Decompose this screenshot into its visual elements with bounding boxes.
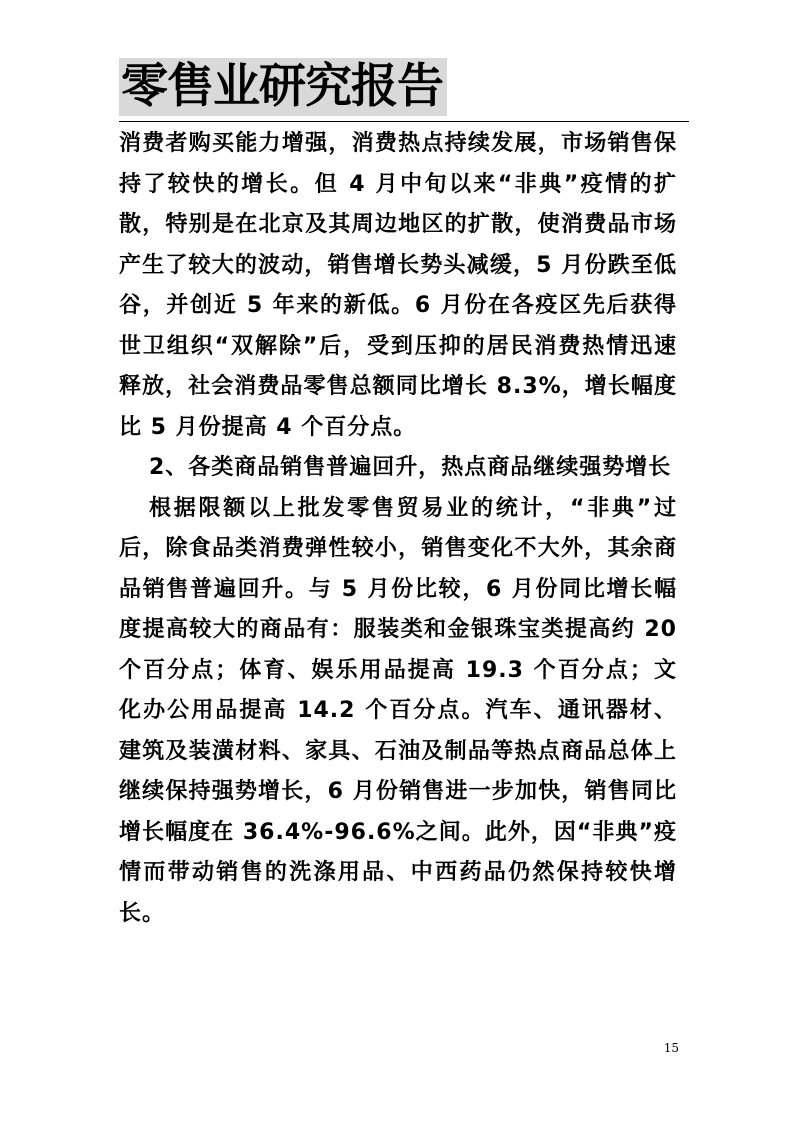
document-body: [119, 124, 677, 934]
page-number: 15: [663, 1041, 679, 1055]
paragraph-commodity-sales: 根据限额以上批发零售贸易业的统计，“非典”过后，除食品类消费弹性较小，销售变化不大外，其余商品销售普遍回升。与 5 月份比较，6 月份同比增长幅度提高较大的商品有：服装类和金银珠宝类提高约 20 个百分点；体育、娱乐用品提高 19.3 个百分点；文化办公用品提高 14.2 个百分点。汽车、通讯器材、建筑及装潢材料、家具、石油及制品等热点商品总体上继续保持强势增长，6 月份销售进一步加快，销售同比增长幅度在 36.4%-96.6%之间。此外，因“非典”疫情而带动销售的洗涤用品、中西药品仍然保持较快增长。: [119, 495, 677, 926]
section-heading-2: 2、各类商品销售普遍回升，热点商品继续强势增长: [149, 455, 672, 480]
paragraph-market-overview: 消费者购买能力增强，消费热点持续发展，市场销售保持了较快的增长。但 4 月中旬以来“非典”疫情的扩散，特别是在北京及其周边地区的扩散，使消费品市场产生了较大的波动，销售增长势头减缓，5 月份跌至低谷，并创近 5 年来的新低。6 月份在各疫区先后获得世卫组织“双解除”后，受到压抑的居民消费热情迅速释放，社会消费品零售总额同比增长 8.3%，增长幅度比 5 月份提高 4 个百分点。: [119, 131, 677, 440]
header-rule: [119, 121, 689, 122]
report-title: 零售业研究报告: [119, 58, 447, 116]
